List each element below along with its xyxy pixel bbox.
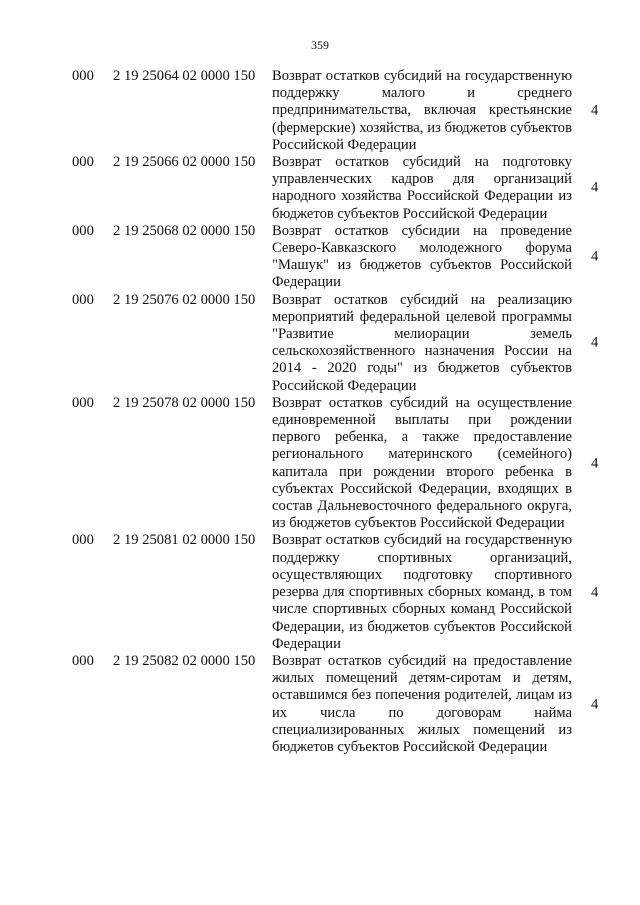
budget-classification-code: 2 19 25081 02 0000 150 — [113, 532, 256, 549]
income-description: Возврат остатков субсидии на проведение Северо-Кавказского молодежного форума "Машук" из бюджетов субъектов Российской Федерации — [272, 222, 572, 291]
budget-classification-code: 2 19 25066 02 0000 150 — [113, 154, 256, 171]
income-description: Возврат остатков субсидий на осуществление единовременной выплаты при рождении первого ребенка, а также предоставление регионального материнского (семейного) капитала при рождении второго ребенка в субъектах Российской Федерации, входящих в состав Дальневосточного федерального округа, из бюджетов субъектов Российской Федерации — [272, 394, 572, 532]
income-description: Возврат остатков субсидий на подготовку управленческих кадров для организаций народного хозяйства Российской Федерации из бюджетов субъектов Российской Федерации — [272, 154, 572, 222]
table-row — [0, 292, 640, 395]
amount-value: 4 — [591, 334, 599, 351]
amount-value: 4 — [591, 695, 599, 712]
budget-classification-code: 2 19 25076 02 0000 150 — [113, 291, 256, 308]
budget-classification-code: 2 19 25064 02 0000 150 — [113, 68, 256, 84]
table-row — [0, 154, 640, 223]
admin-code: 000 — [72, 652, 94, 669]
admin-code: 000 — [72, 291, 94, 308]
table-row — [0, 653, 640, 756]
income-description: Возврат остатков субсидий на государственную поддержку спортивных организаций, осуществляющих подготовку спортивного резерва для спортивных сборных команд, в том числе спортивных сборных команд Российской Федерации, из бюджетов субъектов Российской Федерации — [272, 532, 572, 652]
income-description: Возврат остатков субсидий на государственную поддержку малого и среднего предпринимательства, включая крестьянские (фермерские) хозяйства, из бюджетов субъектов Российской Федерации — [272, 68, 572, 153]
admin-code: 000 — [72, 222, 94, 239]
budget-classification-code: 2 19 25082 02 0000 150 — [113, 652, 256, 669]
budget-classification-code: 2 19 25068 02 0000 150 — [113, 222, 256, 239]
income-description: Возврат остатков субсидий на реализацию мероприятий федеральной целевой программы "Развитие мелиорации земель сельскохозяйственного назначения России на 2014 - 2020 годы" из бюджетов субъектов Российской Федерации — [272, 291, 572, 394]
table-row — [0, 68, 640, 154]
admin-code: 000 — [72, 532, 94, 549]
budget-classification-code: 2 19 25078 02 0000 150 — [113, 394, 256, 411]
amount-value: 4 — [591, 455, 599, 472]
amount-value: 4 — [591, 584, 599, 601]
budget-code-table — [0, 68, 640, 756]
admin-code: 000 — [72, 394, 94, 411]
table-row — [0, 395, 640, 533]
page-number: 359 — [311, 38, 329, 52]
amount-value: 4 — [591, 179, 599, 196]
amount-value: 4 — [591, 102, 599, 119]
admin-code: 000 — [72, 154, 94, 171]
table-row — [0, 223, 640, 292]
admin-code: 000 — [72, 68, 94, 84]
table-row — [0, 532, 640, 652]
income-description: Возврат остатков субсидий на предоставление жилых помещений детям-сиротам и детям, оставшимся без попечения родителей, лицам из их числа по договорам найма специализированных жилых помещений из бюджетов субъектов Российской Федерации — [272, 652, 572, 755]
amount-value: 4 — [591, 248, 599, 265]
